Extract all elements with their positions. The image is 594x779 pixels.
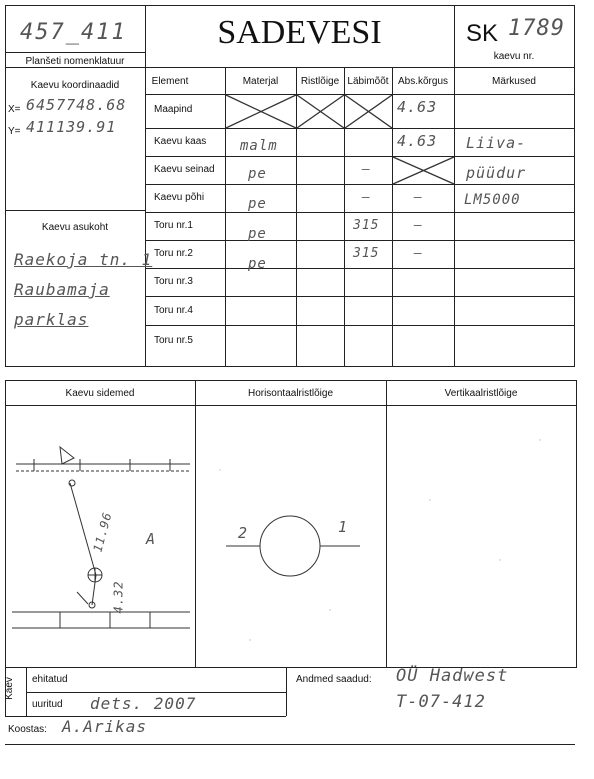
panel-vertikaal-title: Vertikaalristlõige bbox=[444, 388, 518, 399]
seinad-markused: püüdur bbox=[466, 164, 527, 182]
pohi-materjal: pe bbox=[248, 196, 267, 212]
coord-y-label: Y= bbox=[8, 126, 21, 137]
kaas-markused: Liiva- bbox=[466, 134, 527, 152]
pohi-labimoot: – bbox=[362, 190, 371, 205]
sk-label: kaevu nr. bbox=[493, 51, 535, 62]
row-toru4: Toru nr.4 bbox=[154, 305, 193, 316]
sketch-area-label: A bbox=[146, 530, 157, 548]
pipe2-label: 2 bbox=[238, 524, 249, 542]
kaas-abs: 4.63 bbox=[397, 132, 438, 150]
sketch-dim1: 11.96 bbox=[90, 510, 115, 554]
row-maapind: Maapind bbox=[154, 104, 193, 115]
uuritud-label: uuritud bbox=[32, 699, 63, 710]
row-toru2: Toru nr.2 bbox=[154, 248, 193, 259]
seinad-materjal: pe bbox=[248, 166, 267, 182]
pohi-abs: – bbox=[414, 190, 423, 205]
sketch-dim2: 4.32 bbox=[111, 580, 126, 614]
koostas-value: A.Arikas bbox=[62, 717, 148, 736]
pohi-markused: LM5000 bbox=[464, 192, 521, 208]
sheet-number: 457_411 bbox=[20, 20, 127, 45]
col-markused: Märkused bbox=[492, 76, 536, 87]
coord-y-value: 411139.91 bbox=[26, 118, 117, 136]
col-element: Element bbox=[151, 76, 189, 87]
row-seinad: Kaevu seinad bbox=[154, 164, 215, 175]
panel-sidemed-title: Kaevu sidemed bbox=[65, 388, 135, 399]
kaas-materjal: malm bbox=[240, 138, 278, 154]
row-pohi: Kaevu põhi bbox=[154, 192, 205, 203]
ehitatud-label: ehitatud bbox=[32, 674, 68, 685]
location-line2: Raubamaja bbox=[14, 280, 110, 299]
sk-number: 1789 bbox=[508, 16, 565, 41]
col-ristloige: Ristlõige bbox=[300, 76, 340, 87]
location-label: Kaevu asukoht bbox=[41, 222, 109, 233]
form-title: SADEVESI bbox=[217, 14, 382, 51]
maapind-abs: 4.63 bbox=[397, 98, 438, 116]
toru2-materjal: pe bbox=[248, 256, 267, 272]
sheet-label: Planšeti nomenklatuur bbox=[25, 56, 125, 67]
toru2-abs: – bbox=[414, 246, 423, 261]
toru2-labimoot: 315 bbox=[353, 246, 380, 261]
koostas-label: Koostas: bbox=[8, 724, 47, 735]
coord-x-value: 6457748.68 bbox=[26, 96, 127, 114]
panel-horisontaal-title: Horisontaalristlõige bbox=[247, 388, 334, 399]
andmed-label: Andmed saadud: bbox=[296, 674, 372, 685]
toru1-materjal: pe bbox=[248, 226, 267, 242]
sk-prefix: SK bbox=[466, 20, 499, 47]
location-line3: parklas bbox=[14, 310, 89, 329]
andmed-value2: T-07-412 bbox=[396, 692, 486, 712]
pipe1-label: 1 bbox=[338, 518, 349, 536]
row-toru3: Toru nr.3 bbox=[154, 276, 193, 287]
andmed-value1: OÜ Hadwest bbox=[396, 666, 509, 686]
location-line1: Raekoja tn. 1 bbox=[14, 250, 153, 269]
kaev-label: Kaev bbox=[3, 677, 15, 700]
seinad-labimoot: – bbox=[362, 162, 371, 177]
col-abs: Abs.kõrgus bbox=[397, 76, 449, 87]
row-toru1: Toru nr.1 bbox=[154, 220, 193, 231]
col-materjal: Materjal bbox=[242, 76, 279, 87]
toru1-abs: – bbox=[414, 218, 423, 233]
row-toru5: Toru nr.5 bbox=[154, 335, 193, 346]
row-kaas: Kaevu kaas bbox=[154, 136, 207, 147]
coord-x-label: X= bbox=[8, 104, 21, 115]
coords-label: Kaevu koordinaadid bbox=[30, 80, 120, 91]
toru1-labimoot: 315 bbox=[353, 218, 380, 233]
uuritud-value: dets. 2007 bbox=[90, 694, 197, 713]
col-labimoot: Läbimõõt bbox=[347, 76, 389, 87]
